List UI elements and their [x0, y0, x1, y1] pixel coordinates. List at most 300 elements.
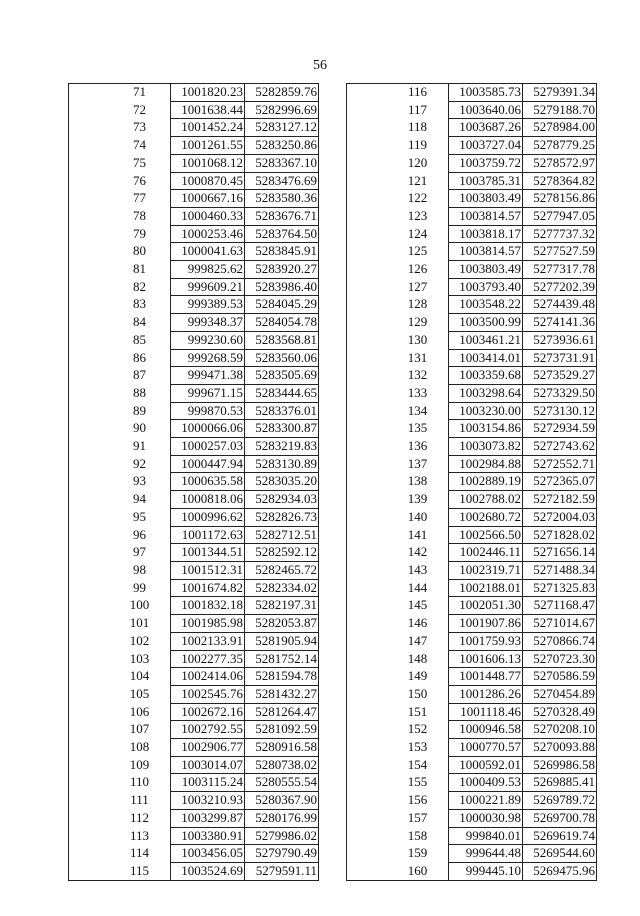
- blank-cell: [69, 862, 110, 880]
- point-number: 123: [407, 207, 428, 223]
- point-number: 154: [407, 756, 428, 772]
- y-coordinate: 5278364.82: [523, 172, 597, 190]
- x-coordinate: 999230.60: [171, 331, 245, 349]
- point-number: 93: [133, 473, 146, 489]
- table-row: [69, 792, 319, 810]
- point-number: 97: [133, 544, 146, 560]
- point-number: 138: [407, 473, 428, 489]
- y-coordinate: 5281905.94: [245, 632, 319, 650]
- table-row: [347, 668, 597, 686]
- blank-cell: [347, 632, 388, 650]
- table-row: [69, 721, 319, 739]
- table-row: [347, 438, 597, 456]
- y-coordinate: 5283845.91: [245, 243, 319, 261]
- point-number: 127: [407, 278, 428, 294]
- x-coordinate: 1002051.30: [449, 597, 523, 615]
- x-coordinate: 1003814.57: [449, 243, 523, 261]
- x-coordinate: 1000041.63: [171, 243, 245, 261]
- table-row: [69, 809, 319, 827]
- x-coordinate: 1000447.94: [171, 455, 245, 473]
- table-row: [69, 862, 319, 880]
- blank-cell: [347, 172, 388, 190]
- x-coordinate: 1000460.33: [171, 207, 245, 225]
- y-coordinate: 5282996.69: [245, 101, 319, 119]
- x-coordinate: 1000257.03: [171, 438, 245, 456]
- x-coordinate: 1000253.46: [171, 225, 245, 243]
- blank-cell: [347, 756, 388, 774]
- x-coordinate: 1003014.07: [171, 756, 245, 774]
- x-coordinate: 1003500.99: [449, 314, 523, 332]
- y-coordinate: 5282334.02: [245, 579, 319, 597]
- blank-cell: [69, 314, 110, 332]
- x-coordinate: 1002446.11: [449, 544, 523, 562]
- point-number: 95: [133, 508, 146, 524]
- blank-cell: [69, 491, 110, 509]
- x-coordinate: 999671.15: [171, 384, 245, 402]
- x-coordinate: 999644.48: [449, 845, 523, 863]
- x-coordinate: 1001172.63: [171, 526, 245, 544]
- y-coordinate: 5282934.03: [245, 491, 319, 509]
- x-coordinate: 1003759.72: [449, 154, 523, 172]
- y-coordinate: 5272004.03: [523, 508, 597, 526]
- x-coordinate: 1003585.73: [449, 84, 523, 102]
- blank-cell: [69, 774, 110, 792]
- y-coordinate: 5283444.65: [245, 384, 319, 402]
- y-coordinate: 5272743.62: [523, 438, 597, 456]
- table-row: [347, 101, 597, 119]
- y-coordinate: 5279591.11: [245, 862, 319, 880]
- x-coordinate: 1001344.51: [171, 544, 245, 562]
- blank-cell: [69, 438, 110, 456]
- table-row: [347, 615, 597, 633]
- y-coordinate: 5269700.78: [523, 809, 597, 827]
- y-coordinate: 5283367.10: [245, 154, 319, 172]
- y-coordinate: 5278156.86: [523, 190, 597, 208]
- x-coordinate: 1001638.44: [171, 101, 245, 119]
- blank-cell: [69, 615, 110, 633]
- y-coordinate: 5278572.97: [523, 154, 597, 172]
- blank-cell: [69, 703, 110, 721]
- table-row: [347, 278, 597, 296]
- table-row: [347, 331, 597, 349]
- point-number: 96: [133, 526, 146, 542]
- point-number: 71: [109, 84, 171, 102]
- blank-cell: [69, 420, 110, 438]
- blank-cell: [347, 84, 388, 102]
- point-number: 132: [407, 367, 428, 383]
- blank-cell: [69, 739, 110, 757]
- x-coordinate: 1000667.16: [171, 190, 245, 208]
- point-number: 115: [109, 862, 171, 880]
- blank-cell: [347, 508, 388, 526]
- x-coordinate: 999870.53: [171, 402, 245, 420]
- x-coordinate: 1001452.24: [171, 119, 245, 137]
- table-row: [69, 561, 319, 579]
- table-row: [69, 225, 319, 243]
- blank-cell: [69, 261, 110, 279]
- y-coordinate: 5277202.39: [523, 278, 597, 296]
- blank-cell: [347, 685, 388, 703]
- x-coordinate: 1003414.01: [449, 349, 523, 367]
- y-coordinate: 5283035.20: [245, 473, 319, 491]
- x-coordinate: 1000221.89: [449, 792, 523, 810]
- x-coordinate: 1002566.50: [449, 526, 523, 544]
- table-row: [69, 827, 319, 845]
- x-coordinate: 999840.01: [449, 827, 523, 845]
- table-row: [69, 119, 319, 137]
- table-row: [347, 154, 597, 172]
- blank-cell: [69, 473, 110, 491]
- point-number: 122: [407, 190, 428, 206]
- y-coordinate: 5274141.36: [523, 314, 597, 332]
- x-coordinate: 1003298.64: [449, 384, 523, 402]
- blank-cell: [347, 827, 388, 845]
- table-row: [347, 491, 597, 509]
- y-coordinate: 5283920.27: [245, 261, 319, 279]
- y-coordinate: 5271488.34: [523, 561, 597, 579]
- y-coordinate: 5270586.59: [523, 668, 597, 686]
- table-row: [347, 685, 597, 703]
- y-coordinate: 5270866.74: [523, 632, 597, 650]
- point-number: 72: [133, 101, 146, 117]
- x-coordinate: 999609.21: [171, 278, 245, 296]
- table-row: [69, 544, 319, 562]
- x-coordinate: 1003640.06: [449, 101, 523, 119]
- x-coordinate: 1003115.24: [171, 774, 245, 792]
- x-coordinate: 1002788.02: [449, 491, 523, 509]
- blank-cell: [69, 331, 110, 349]
- blank-cell: [347, 384, 388, 402]
- x-coordinate: 1003803.49: [449, 190, 523, 208]
- x-coordinate: 1003154.86: [449, 420, 523, 438]
- y-coordinate: 5283560.06: [245, 349, 319, 367]
- blank-cell: [347, 650, 388, 668]
- x-coordinate: 1001759.93: [449, 632, 523, 650]
- point-number: 137: [407, 455, 428, 471]
- point-number: 112: [129, 809, 150, 825]
- x-coordinate: 1000946.58: [449, 721, 523, 739]
- blank-cell: [347, 438, 388, 456]
- x-coordinate: 1002277.35: [171, 650, 245, 668]
- y-coordinate: 5273731.91: [523, 349, 597, 367]
- point-number: 153: [407, 739, 428, 755]
- table-row: [69, 154, 319, 172]
- table-row: [347, 384, 597, 402]
- blank-cell: [69, 119, 110, 137]
- x-coordinate: 1002545.76: [171, 685, 245, 703]
- blank-cell: [347, 402, 388, 420]
- table-row: [69, 101, 319, 119]
- point-number: 114: [129, 845, 150, 861]
- blank-cell: [347, 243, 388, 261]
- blank-cell: [347, 739, 388, 757]
- x-coordinate: 999825.62: [171, 261, 245, 279]
- table-row: [69, 845, 319, 863]
- y-coordinate: 5281092.59: [245, 721, 319, 739]
- x-coordinate: 1003210.93: [171, 792, 245, 810]
- x-coordinate: 1003524.69: [171, 862, 245, 880]
- table-row: [347, 137, 597, 155]
- y-coordinate: 5282053.87: [245, 615, 319, 633]
- table-row: [347, 349, 597, 367]
- point-number: 119: [407, 137, 428, 153]
- blank-cell: [347, 845, 388, 863]
- point-number: 158: [407, 827, 428, 843]
- table-row: [69, 473, 319, 491]
- y-coordinate: 5271014.67: [523, 615, 597, 633]
- point-number: 94: [133, 491, 146, 507]
- blank-cell: [69, 296, 110, 314]
- table-row: [69, 314, 319, 332]
- table-row: [69, 650, 319, 668]
- y-coordinate: 5282465.72: [245, 561, 319, 579]
- point-number: 139: [407, 491, 428, 507]
- y-coordinate: 5277737.32: [523, 225, 597, 243]
- y-coordinate: 5282712.51: [245, 526, 319, 544]
- table-row: [347, 190, 597, 208]
- x-coordinate: 1001674.82: [171, 579, 245, 597]
- table-row: [347, 739, 597, 757]
- table-row: [69, 331, 319, 349]
- x-coordinate: 999268.59: [171, 349, 245, 367]
- point-number: 156: [407, 792, 428, 808]
- table-row: [69, 84, 319, 102]
- blank-cell: [69, 668, 110, 686]
- blank-cell: [347, 491, 388, 509]
- y-coordinate: 5282826.73: [245, 508, 319, 526]
- y-coordinate: 5283986.40: [245, 278, 319, 296]
- y-coordinate: 5279188.70: [523, 101, 597, 119]
- x-coordinate: 1001448.77: [449, 668, 523, 686]
- x-coordinate: 1001261.55: [171, 137, 245, 155]
- table-row: [347, 632, 597, 650]
- y-coordinate: 5283568.81: [245, 331, 319, 349]
- point-number: 155: [407, 774, 428, 790]
- y-coordinate: 5281594.78: [245, 668, 319, 686]
- table-row: [347, 119, 597, 137]
- blank-cell: [347, 314, 388, 332]
- blank-cell: [69, 632, 110, 650]
- table-row: [347, 561, 597, 579]
- y-coordinate: 5269475.96: [523, 862, 597, 880]
- y-coordinate: 5283127.12: [245, 119, 319, 137]
- table-row: [347, 862, 597, 880]
- x-coordinate: 1000996.62: [171, 508, 245, 526]
- blank-cell: [347, 207, 388, 225]
- x-coordinate: 1000635.58: [171, 473, 245, 491]
- y-coordinate: 5271828.02: [523, 526, 597, 544]
- table-row: [69, 508, 319, 526]
- x-coordinate: 1002319.71: [449, 561, 523, 579]
- x-coordinate: 1001606.13: [449, 650, 523, 668]
- x-coordinate: 1002984.88: [449, 455, 523, 473]
- coordinate-table-left: [68, 83, 319, 881]
- blank-cell: [347, 367, 388, 385]
- x-coordinate: 999389.53: [171, 296, 245, 314]
- point-number: 79: [133, 225, 146, 241]
- page-number: 56: [313, 58, 327, 73]
- point-number: 86: [133, 349, 146, 365]
- point-number: 99: [133, 579, 146, 595]
- blank-cell: [347, 561, 388, 579]
- table-row: [347, 544, 597, 562]
- blank-cell: [347, 190, 388, 208]
- blank-cell: [69, 402, 110, 420]
- y-coordinate: 5269885.41: [523, 774, 597, 792]
- blank-cell: [69, 84, 110, 102]
- point-number: 140: [407, 508, 428, 524]
- table-row: [69, 615, 319, 633]
- blank-cell: [347, 597, 388, 615]
- x-coordinate: 1003818.17: [449, 225, 523, 243]
- x-coordinate: 1003461.21: [449, 331, 523, 349]
- point-number: 90: [133, 420, 146, 436]
- table-row: [69, 438, 319, 456]
- y-coordinate: 5278984.00: [523, 119, 597, 137]
- table-row: [347, 420, 597, 438]
- x-coordinate: 1002672.16: [171, 703, 245, 721]
- table-row: [69, 296, 319, 314]
- point-number: 110: [129, 774, 150, 790]
- point-number: 136: [407, 438, 428, 454]
- x-coordinate: 1000066.06: [171, 420, 245, 438]
- point-number: 159: [407, 845, 428, 861]
- point-number: 100: [129, 597, 150, 613]
- y-coordinate: 5274439.48: [523, 296, 597, 314]
- x-coordinate: 1003548.22: [449, 296, 523, 314]
- y-coordinate: 5284054.78: [245, 314, 319, 332]
- y-coordinate: 5271325.83: [523, 579, 597, 597]
- x-coordinate: 1003803.49: [449, 261, 523, 279]
- point-number: 131: [407, 349, 428, 365]
- table-row: [347, 774, 597, 792]
- y-coordinate: 5271168.47: [523, 597, 597, 615]
- blank-cell: [69, 544, 110, 562]
- x-coordinate: 1002188.01: [449, 579, 523, 597]
- blank-cell: [69, 685, 110, 703]
- table-row: [347, 845, 597, 863]
- point-number: 149: [407, 668, 428, 684]
- x-coordinate: 1003785.31: [449, 172, 523, 190]
- table-row: [69, 243, 319, 261]
- point-number: 80: [133, 243, 146, 259]
- table-row: [347, 367, 597, 385]
- y-coordinate: 5279790.49: [245, 845, 319, 863]
- x-coordinate: 1001068.12: [171, 154, 245, 172]
- y-coordinate: 5279986.02: [245, 827, 319, 845]
- x-coordinate: 1002906.77: [171, 739, 245, 757]
- point-number: 117: [407, 101, 428, 117]
- y-coordinate: 5273130.12: [523, 402, 597, 420]
- y-coordinate: 5277527.59: [523, 243, 597, 261]
- table-row: [347, 172, 597, 190]
- table-row: [347, 455, 597, 473]
- blank-cell: [347, 331, 388, 349]
- x-coordinate: 1000770.57: [449, 739, 523, 757]
- x-coordinate: 1001985.98: [171, 615, 245, 633]
- table-row: [69, 367, 319, 385]
- table-row: [69, 774, 319, 792]
- point-number: 144: [407, 579, 428, 595]
- blank-cell: [69, 172, 110, 190]
- x-coordinate: 1003793.40: [449, 278, 523, 296]
- y-coordinate: 5281264.47: [245, 703, 319, 721]
- table-row: [347, 473, 597, 491]
- blank-cell: [69, 137, 110, 155]
- y-coordinate: 5283676.71: [245, 207, 319, 225]
- blank-cell: [69, 508, 110, 526]
- point-number: 152: [407, 721, 428, 737]
- point-number: 75: [133, 154, 146, 170]
- x-coordinate: 1000409.53: [449, 774, 523, 792]
- table-row: [69, 137, 319, 155]
- point-number: 76: [133, 172, 146, 188]
- x-coordinate: 999471.38: [171, 367, 245, 385]
- point-number: 113: [129, 827, 150, 843]
- y-coordinate: 5270454.89: [523, 685, 597, 703]
- blank-cell: [69, 225, 110, 243]
- y-coordinate: 5280555.54: [245, 774, 319, 792]
- x-coordinate: 999348.37: [171, 314, 245, 332]
- point-number: 133: [407, 384, 428, 400]
- y-coordinate: 5283505.69: [245, 367, 319, 385]
- y-coordinate: 5280367.90: [245, 792, 319, 810]
- blank-cell: [69, 190, 110, 208]
- y-coordinate: 5283300.87: [245, 420, 319, 438]
- point-number: 116: [387, 84, 449, 102]
- point-number: 125: [407, 243, 428, 259]
- point-number: 81: [133, 261, 146, 277]
- table-row: [69, 384, 319, 402]
- blank-cell: [69, 809, 110, 827]
- table-row: [69, 668, 319, 686]
- blank-cell: [69, 367, 110, 385]
- y-coordinate: 5282859.76: [245, 84, 319, 102]
- point-number: 92: [133, 455, 146, 471]
- table-row: [347, 402, 597, 420]
- y-coordinate: 5282197.31: [245, 597, 319, 615]
- blank-cell: [69, 650, 110, 668]
- point-number: 109: [129, 756, 150, 772]
- y-coordinate: 5280738.02: [245, 756, 319, 774]
- blank-cell: [69, 101, 110, 119]
- table-row: [347, 721, 597, 739]
- x-coordinate: 1003380.91: [171, 827, 245, 845]
- y-coordinate: 5272182.59: [523, 491, 597, 509]
- blank-cell: [69, 384, 110, 402]
- point-number: 84: [133, 314, 146, 330]
- y-coordinate: 5283130.89: [245, 455, 319, 473]
- y-coordinate: 5279391.34: [523, 84, 597, 102]
- table-row: [69, 190, 319, 208]
- table-row: [69, 278, 319, 296]
- y-coordinate: 5280916.58: [245, 739, 319, 757]
- point-number: 160: [387, 862, 449, 880]
- table-row: [69, 756, 319, 774]
- y-coordinate: 5277947.05: [523, 207, 597, 225]
- x-coordinate: 1000818.06: [171, 491, 245, 509]
- y-coordinate: 5269986.58: [523, 756, 597, 774]
- point-number: 108: [129, 739, 150, 755]
- table-row: [347, 792, 597, 810]
- table-row: [347, 296, 597, 314]
- table-row: [69, 349, 319, 367]
- table-row: [69, 207, 319, 225]
- blank-cell: [347, 615, 388, 633]
- blank-cell: [347, 809, 388, 827]
- point-number: 129: [407, 314, 428, 330]
- table-row: [69, 172, 319, 190]
